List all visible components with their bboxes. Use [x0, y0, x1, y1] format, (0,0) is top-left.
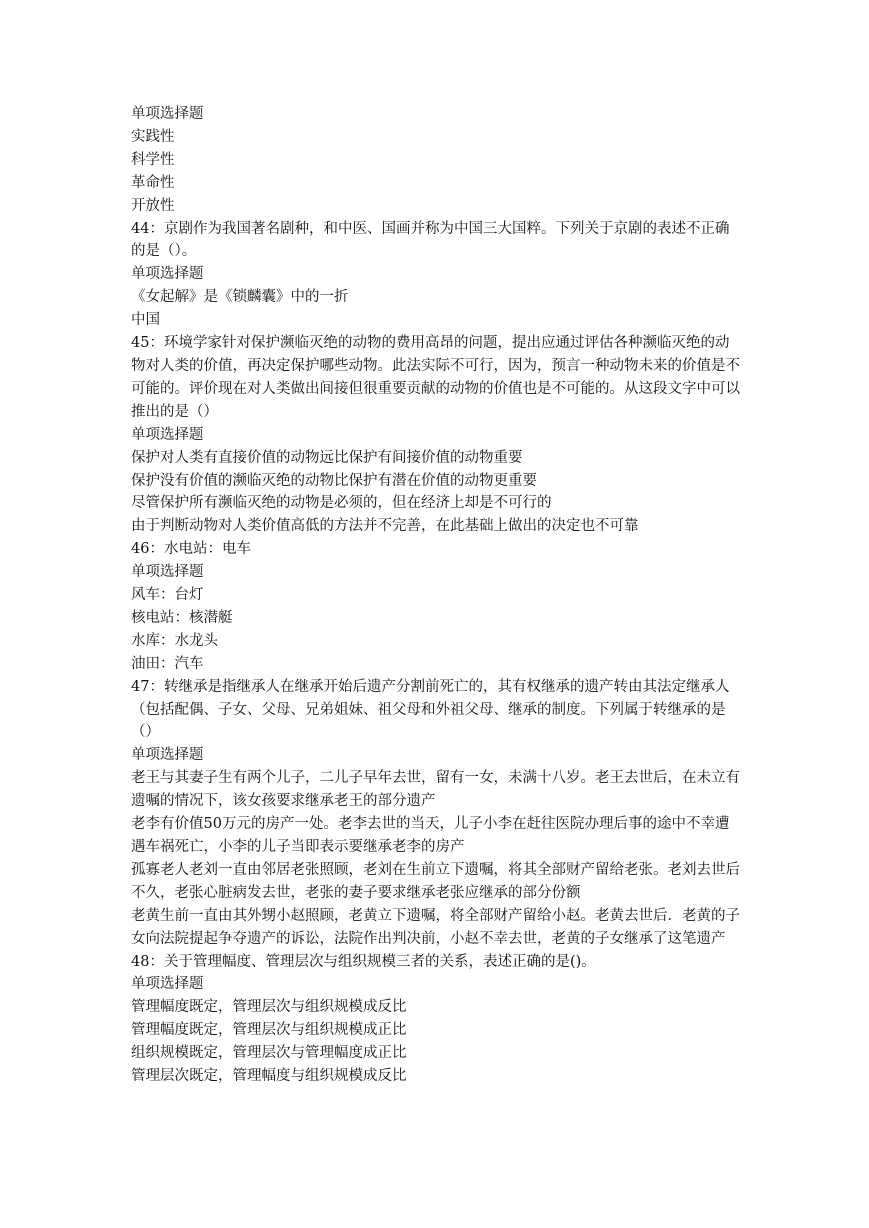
option-text: 科学性 — [131, 151, 175, 168]
question-44-stem: 44：京剧作为我国著名剧种，和中医、国画并称为中国三大国粹。下列关于京剧的表述不正确的是（）。 — [131, 220, 730, 260]
option-text: 中国 — [131, 312, 160, 329]
option-text: 实践性 — [131, 128, 175, 145]
option-text: 保护没有价值的濒临灭绝的动物比保护有潜在价值的动物更重要 — [131, 472, 537, 489]
question-46-stem: 46：水电站：电车 — [131, 541, 251, 558]
option-text: 风车：台灯 — [131, 587, 204, 604]
question-type-label: 单项选择题 — [131, 106, 204, 122]
option-text: 管理幅度既定，管理层次与组织规模成反比 — [131, 999, 407, 1016]
question-type-label: 单项选择题 — [131, 564, 204, 581]
option-text: 老王与其妻子生有两个儿子，二儿子早年去世，留有一女，未满十八岁。老王去世后，在未立有遗嘱的情况下，该女孩要求继承老王的部分遗产 — [131, 770, 740, 810]
question-type-label: 单项选择题 — [131, 976, 204, 993]
option-text: 水库：水龙头 — [131, 632, 218, 649]
option-text: 老李有价值50万元的房产一处。老李去世的当天，儿子小李在赶往医院办理后事的途中不幸遭遇车祸死亡，小李的儿子当即表示要继承老李的房产 — [131, 816, 730, 855]
option-text: 老黄生前一直由其外甥小赵照顾，老黄立下遗嘱，将全部财产留给小赵。老黄去世后．老黄的子女向法院提起争夺遗产的诉讼，法院作出判决前，小赵不幸去世，老黄的子女继承了这笔遗产 — [131, 907, 740, 947]
option-text: 油田：汽车 — [131, 655, 204, 672]
document-body — [131, 103, 741, 1088]
question-type-label: 单项选择题 — [131, 426, 204, 443]
option-text: 核电站：核潜艇 — [131, 609, 233, 626]
question-48-stem: 48：关于管理幅度、管理层次与组织规模三者的关系，表述正确的是()。 — [131, 953, 596, 970]
option-text: 组织规模既定，管理层次与管理幅度成正比 — [131, 1045, 407, 1062]
option-text: 开放性 — [131, 197, 175, 214]
option-text: 《女起解》是《锁麟囊》中的一折 — [131, 289, 349, 306]
option-text: 保护对人类有直接价值的动物远比保护有间接价值的动物重要 — [131, 449, 523, 466]
option-text: 革命性 — [131, 174, 175, 191]
question-47-stem: 47：转继承是指继承人在继承开始后遗产分割前死亡的，其有权继承的遗产转由其法定继承人（包括配偶、子女、父母、兄弟姐妹、祖父母和外祖父母、继承的制度。下列属于转继承的是（） — [131, 678, 730, 741]
option-text: 尽管保护所有濒临灭绝的动物是必须的，但在经济上却是不可行的 — [131, 495, 552, 512]
option-text: 由于判断动物对人类价值高低的方法并不完善，在此基础上做出的决定也不可靠 — [131, 518, 639, 535]
option-text: 孤寡老人老刘一直由邻居老张照顾，老刘在生前立下遗嘱，将其全部财产留给老张。老刘去世后不久，老张心脏病发去世，老张的妻子要求继承老张应继承的部分份额 — [131, 861, 740, 901]
question-type-label: 单项选择题 — [131, 747, 204, 764]
option-text: 管理幅度既定，管理层次与组织规模成正比 — [131, 1022, 407, 1039]
question-45-stem: 45：环境学家针对保护濒临灭绝的动物的费用高昂的问题，提出应通过评估各种濒临灭绝的动物对人类的价值，再决定保护哪些动物。此法实际不可行，因为，预言一种动物未来的价值是不可能的。评价现在对人类做出间接但很重要贡献的动物的价值也是不可能的。从这段文字中可以推出的是（） — [131, 335, 740, 420]
question-type-label: 单项选择题 — [131, 266, 204, 283]
option-text: 管理层次既定，管理幅度与组织规模成反比 — [131, 1068, 407, 1085]
